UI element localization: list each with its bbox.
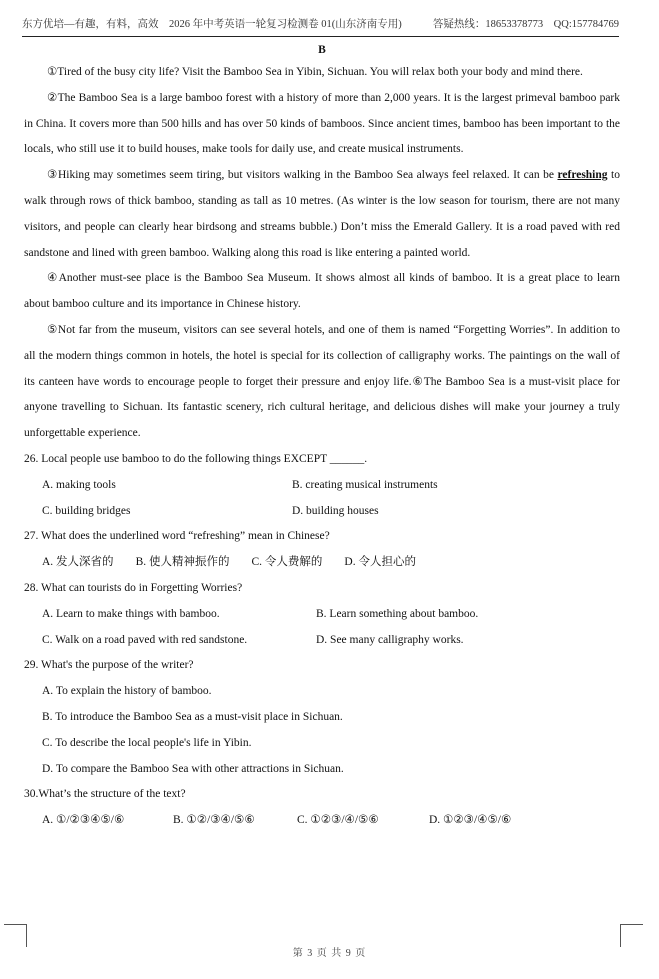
option-c: C. ①②③/④/⑤⑥ [297,814,379,827]
section-title: B [318,44,326,56]
option-a: A. Learn to make things with bamboo. [42,607,220,620]
question-29 [24,653,620,782]
header-right-text: 答疑热线：18653378773 QQ:157784769 [432,19,619,30]
option-d: D. To compare the Bamboo Sea with other attractions in Sichuan. [42,762,344,775]
option-c: C. Walk on a road paved with red sandstone. [42,633,248,646]
option-a: A. To explain the history of bamboo. [42,685,212,698]
option-b: B. ①②/③④/⑤⑥ [173,814,255,827]
passage-paragraph-3 [24,163,620,266]
option-c: C. To describe the local people's life in Yibin. [42,736,252,749]
options-row [24,808,620,834]
option-d: D. See many calligraphy works. [316,633,464,646]
passage-paragraph-2: ②The Bamboo Sea is a large bamboo forest with a history of more than 2,000 years. It is the largest primeval bamboo park in China. It covers more than 500 hills and has over 50 kinds of bamboos. Since ancient times, bamboo has been important to the locals, who still use it to build houses, make tools for daily use, and create musical instruments. [24,91,620,156]
page-number-footer: 第 3 页 共 9 页 [292,948,367,959]
options-row [24,628,620,654]
option-b: B. 使人精神振作的 [135,556,230,569]
question-30 [24,782,620,834]
passage-paragraph-5: ⑤Not far from the museum, visitors can see several hotels, and one of them is named “Forgetting Worries”. In addition to all the modern things common in hotels, the hotel is special for its collection of calligraphy works. The paintings on the wall of its canteen have words to encourage people to forget their pressure and enjoy life.⑥The Bamboo Sea is a must-visit place for anyone travelling to Sichuan. Its fantastic scenery, rich cultural heritage, and delicious dishes will make your journey a truly unforgettable experience. [24,323,620,440]
question-stem: 30.What’s the structure of the text? [24,788,186,801]
paragraph-3-end: to walk through rows of thick bamboo, standing as tall as 10 metres. (As winter is the low season for tourism, there are not many visitors, and people can clearly hear birdsong and streams bubble.) Don’t miss the Emerald Gallery. It is a road paved with red sandstone and lined with green bamboo. Walking along this road is like entering a painted world. [24,169,620,259]
question-26 [24,447,620,524]
question-stem: 29. What's the purpose of the writer? [24,659,194,672]
option-d: D. 令人担心的 [344,556,416,569]
page-header [22,16,619,31]
option-d: D. building houses [292,504,379,517]
option-b: B. creating musical instruments [292,478,438,491]
question-28 [24,576,620,653]
underlined-word-refreshing: refreshing [557,169,608,182]
paragraph-3-start: ③Hiking may sometimes seem tiring, but visitors walking in the Bamboo Sea always feel relaxed. It can be [47,169,558,182]
header-left-text: 东方优培—有趣，有料，高效 2026 年中考英语一轮复习检测卷 01(山东济南专用) [22,19,402,30]
header-divider [22,36,619,37]
page-body [24,40,620,834]
question-stem: 26. Local people use bamboo to do the following things EXCEPT ______. [24,452,368,465]
options-row [24,499,620,525]
options-row [24,550,620,576]
options-row [24,473,620,499]
options-row [24,602,620,628]
question-27 [24,524,620,576]
passage-paragraph-4: ④Another must-see place is the Bamboo Sea Museum. It shows almost all kinds of bamboo. It is a great place to learn about bamboo culture and its importance in Chinese history. [24,272,620,311]
option-a: A. ①/②③④⑤/⑥ [42,814,125,827]
question-stem: 28. What can tourists do in Forgetting Worries? [24,581,243,594]
passage-paragraph-1: ①Tired of the busy city life? Visit the Bamboo Sea in Yibin, Sichuan. You will relax both your body and mind there. [47,66,583,78]
option-b: B. To introduce the Bamboo Sea as a must-visit place in Sichuan. [42,710,343,723]
question-stem: 27. What does the underlined word “refreshing” mean in Chinese? [24,530,330,543]
option-d: D. ①②③/④⑤/⑥ [429,814,512,827]
option-c: C. building bridges [42,504,131,517]
option-b: B. Learn something about bamboo. [316,607,479,620]
option-c: C. 令人费解的 [251,556,323,569]
option-a: A. 发人深省的 [42,556,114,569]
option-a: A. making tools [42,478,116,491]
